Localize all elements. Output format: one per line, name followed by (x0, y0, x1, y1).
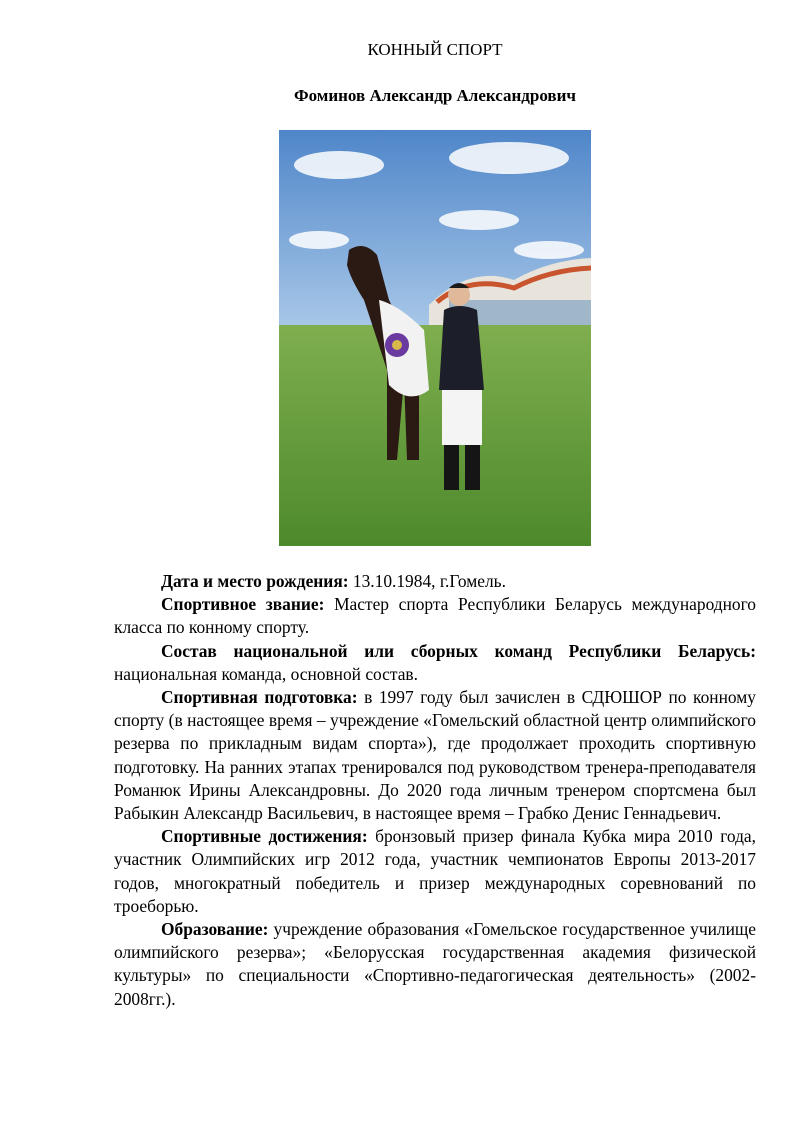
bio-education (114, 918, 756, 1011)
bio-birth-value: 13.10.1984, г.Гомель. (348, 571, 506, 591)
athlete-name: Фоминов Александр Александрович (293, 86, 576, 105)
athlete-photo (279, 130, 591, 546)
bio-rank-label: Спортивное звание: (161, 594, 325, 615)
bio-achievements-value: бронзовый призер финала Кубка мира 2010 года, участник Олимпийских игр 2012 года, участник чемпионатов Европы 2013-2017 годов, многократный победитель и призер международных соревнований по троеборью. (114, 826, 756, 916)
bio-rank (114, 593, 756, 639)
page-title: КОННЫЙ СПОРТ (367, 40, 503, 59)
bio-training-value: в 1997 году был зачислен в СДЮШОР по конному спорту (в настоящее время – учреждение «Гомельский областной центр олимпийского резерва по прикладным видам спорта»), где продолжает проходить спортивную подготовку. На ранних этапах тренировался под руководством тренера-преподавателя Романюк Ирины Александровны. До 2020 года личным тренером спортсмена был Рабыкин Александр Васильевич, в настоящее время – Грабко Денис Геннадьевич. (114, 687, 756, 824)
bio-team-label: Состав национальной или сборных команд Республики Беларусь: (161, 640, 756, 661)
bio-team-value: национальная команда, основной состав. (114, 663, 418, 684)
bio-rank-value: Мастер спорта Республики Беларусь международного класса по конному спорту. (114, 594, 757, 638)
bio-training (114, 686, 756, 825)
bio-team (114, 640, 756, 686)
bio-education-value: учреждение образования «Гомельское государственное училище олимпийского резерва»; «Белорусская государственная академия физической культуры» по специальности «Спортивно-педагогическая деятельность» (2002-2008гг.). (114, 919, 756, 1009)
bio-achievements (114, 825, 756, 918)
bio-birth-label: Дата и место рождения: (161, 571, 349, 591)
bio-achievements-label: Спортивные достижения: (161, 826, 368, 847)
bio-text (114, 570, 756, 1011)
grass-field (279, 325, 591, 546)
bio-training-label: Спортивная подготовка: (161, 687, 358, 708)
bio-education-label: Образование: (161, 919, 269, 940)
bio-birth (114, 570, 756, 593)
